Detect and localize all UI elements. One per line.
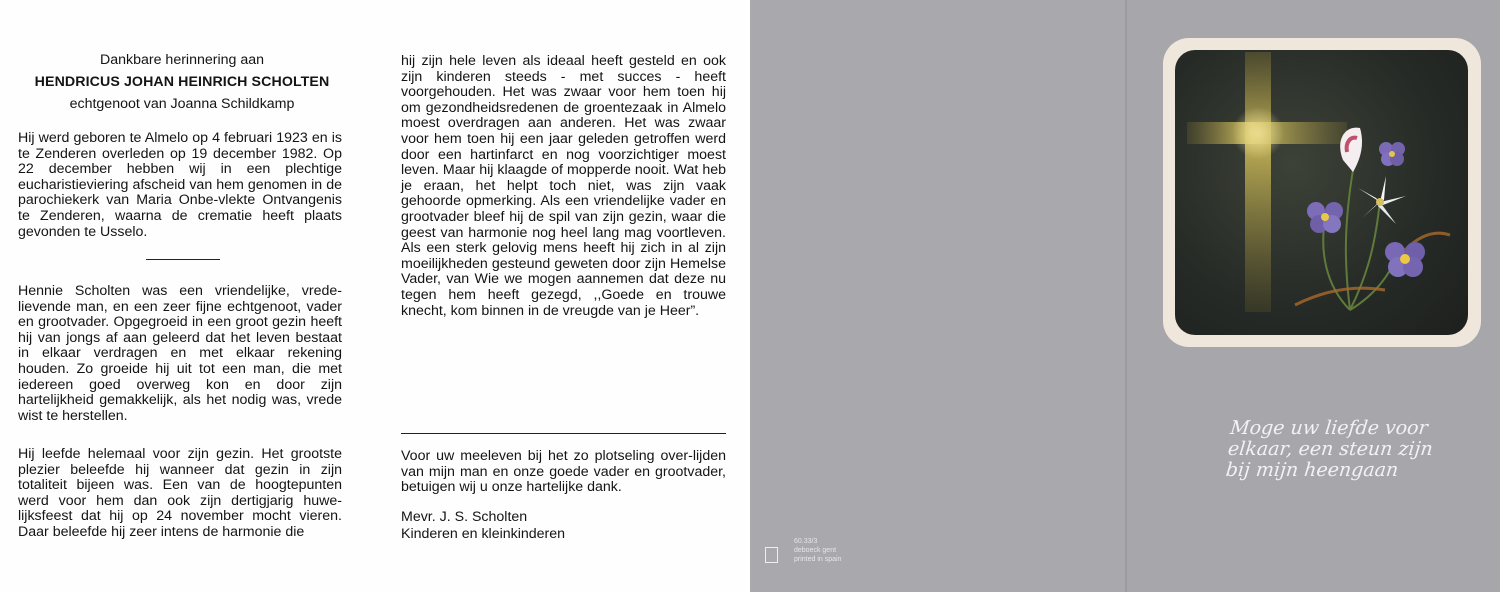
biography-paragraph-4: hij zijn hele leven als ideaal heeft gesteld en ook zijn kinderen steeds - met succes - heeft voorgehouden. Het was zwaar voor hem toen hij om gezondheidsredenen de groentezaak in Almelo moest overdragen aan anderen. Het was zwaar voor hem toen hij een jaar geleden getroffen werd door een hartinfarct en nog voorzichtiger moest leven. Maar hij klaagde of mopperde nooit. Wat heb je eraan, het helpt toch niet, was zijn vaak gehoorde opmerking. Als een vriendelijke vader en grootvader bleef hij de spil van zijn gezin, waar die geest van harmonie nog heel lang mag voortleven. Als een sterk gelovig mens heeft hij zich in al zijn moeilijkheden gesteund geweten door zijn Hemelse Vader, van Wie we mogen aannemen dat deze nu tegen hem heeft gezegd, ,,Goede en trouwe knecht, kom binnen in de vreugde van je Heer”.	[401, 53, 726, 319]
purple-flower-bottom	[1385, 242, 1425, 277]
back-cover	[750, 0, 1125, 592]
biography-paragraph-3: Hij leefde helemaal voor zijn gezin. Het grootste plezier beleefde hij wanneer dat gezin in zijn totaliteit bijeen was. Een van de hoogtepunten werd voor hem dan ook zijn dertigjarig huwe-lijksfeest dat hij op 24 november mocht vieren. Daar beleefde hij zeer intens de harmonie die	[18, 446, 342, 540]
deceased-name: HENDRICUS JOHAN HEINRICH SCHOLTEN	[34, 74, 330, 90]
cross-and-lilies-artwork	[1175, 50, 1468, 335]
verse-line-1: Moge uw liefde voor	[1229, 417, 1429, 439]
cross-vertical-beam	[1245, 52, 1271, 312]
purple-flower-top	[1379, 142, 1405, 166]
fold-line	[1125, 0, 1127, 592]
printer-name: deboeck gent	[794, 547, 837, 554]
purple-flower-left	[1307, 202, 1343, 233]
cross-glow	[1232, 107, 1284, 159]
cross-illustration	[1175, 50, 1468, 335]
white-lily	[1358, 176, 1406, 224]
verse-line-3: bij mijn heengaan	[1224, 459, 1400, 481]
thanks-paragraph: Voor uw meeleven bij het zo plotseling over-lijden van mijn man en onze goede vader en grootvader, betuigen wij u onze hartelijke dank.	[401, 448, 726, 496]
spouse-line: echtgenoot van Joanna Schildkamp	[69, 96, 295, 112]
biography-paragraph-1: Hij werd geboren te Almelo op 4 februari 1923 en is te Zenderen overleden op 19 december 1982. Op 22 december hebben wij in een plechtige eucharistieviering afscheid van hem genomen in de parochiekerk van Maria Onbe-vlekte Ontvangenis te Zenderen, waarna de crematie heeft plaats gevonden te Usselo.	[18, 130, 342, 240]
biography-paragraph-2: Hennie Scholten was een vriendelijke, vrede-lievende man, en een zeer fijne echtgenoot, vader en grootvader. Opgegroeid in een groot gezin heeft hij van jongs af aan geleerd dat het leven bestaat in elkaar verdragen en met elkaar rekening houden. Zo groeide hij uit tot een man, die met iedereen goed overweg kon en door zijn hartelijkheid gemakkelijk, als het nodig was, vrede wist te herstellen.	[18, 283, 342, 424]
signature-line-1: Mevr. J. S. Scholten	[401, 509, 528, 525]
printed-in: printed in spain	[794, 556, 842, 563]
heading-intro: Dankbare herinnering aan	[99, 52, 265, 68]
product-code: 60.33/3	[794, 538, 818, 545]
short-divider	[146, 259, 220, 260]
printer-logo-icon	[765, 547, 778, 563]
verse-line-2: elkaar, een steun zijn	[1226, 438, 1434, 460]
long-divider	[401, 433, 726, 434]
signature-line-2: Kinderen en kleinkinderen	[401, 526, 566, 542]
cover-verse	[1225, 418, 1452, 481]
